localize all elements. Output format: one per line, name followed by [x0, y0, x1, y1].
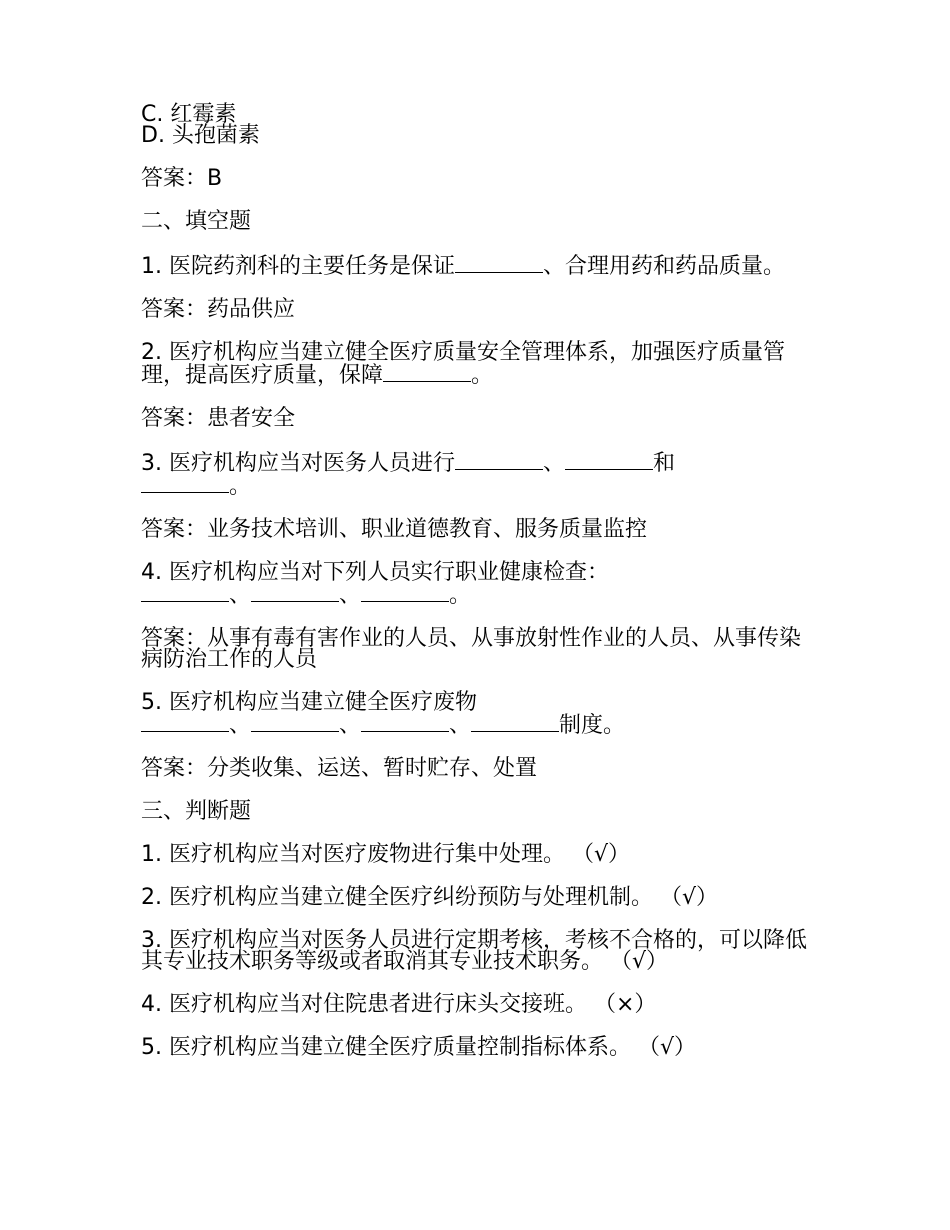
- answer-blank: [455, 451, 543, 470]
- answer-blank: [455, 254, 543, 273]
- judge-item-1: 1. 医疗机构应当对医疗废物进行集中处理。 （√）: [141, 842, 630, 867]
- q5-sep: 、: [229, 713, 252, 738]
- document-page: [141, 104, 821, 1080]
- q1-text-pre: 1. 医院药剂科的主要任务是保证: [141, 254, 455, 279]
- q2-text-pre: 2. 医疗机构应当建立健全医疗质量安全管理体系，加强医疗质量管理，提高医疗质量，保障: [141, 340, 785, 388]
- mc-answer: 答案：B: [141, 166, 223, 191]
- answer-blank: [565, 451, 653, 470]
- q3-text-post: 。: [229, 474, 252, 499]
- q5-text-post: 制度。: [559, 713, 626, 738]
- answer-blank: [141, 713, 229, 732]
- section2-heading: 二、填空题: [141, 209, 252, 234]
- answer-blank: [471, 713, 559, 732]
- answer-blank: [383, 363, 471, 382]
- q5-answer: 答案：分类收集、运送、暂时贮存、处置: [141, 756, 538, 781]
- judge-item-2: 2. 医疗机构应当建立健全医疗纠纷预防与处理机制。 （√）: [141, 885, 718, 910]
- option-d: D. 头孢菌素: [141, 123, 260, 148]
- q3-sep-2: 和: [653, 451, 676, 476]
- answer-blank: [251, 583, 339, 602]
- judge-item-4: 4. 医疗机构应当对住院患者进行床头交接班。 （×）: [141, 992, 657, 1017]
- judge-item-5: 5. 医疗机构应当建立健全医疗质量控制指标体系。 （√）: [141, 1035, 696, 1060]
- fill-question-1: [141, 254, 821, 277]
- q2-answer: 答案：患者安全: [141, 406, 296, 431]
- q4-sep: 、: [339, 583, 362, 608]
- q3-sep-1: 、: [542, 451, 565, 476]
- q4-sep: 、: [229, 583, 252, 608]
- fill-question-5: [141, 692, 821, 736]
- q3-text-pre: 3. 医疗机构应当对医务人员进行: [141, 451, 455, 476]
- answer-blank: [141, 583, 229, 602]
- answer-blank: [141, 474, 229, 493]
- judge-item-3: 3. 医疗机构应当对医务人员进行定期考核，考核不合格的，可以降低其专业技术职务等级或者取消其专业技术职务。 （√）: [141, 928, 807, 974]
- fill-question-2: [141, 342, 821, 386]
- fill-question-4: [141, 562, 821, 606]
- q5-sep: 、: [449, 713, 472, 738]
- q1-text-post: 、合理用药和药品质量。: [542, 254, 785, 279]
- q3-answer: 答案：业务技术培训、职业道德教育、服务质量监控: [141, 517, 648, 542]
- q5-text-pre: 5. 医疗机构应当建立健全医疗废物: [141, 690, 477, 715]
- q2-text-post: 。: [471, 363, 494, 388]
- section3-heading: 三、判断题: [141, 799, 252, 824]
- q1-answer: 答案：药品供应: [141, 297, 296, 322]
- fill-question-3: [141, 451, 821, 497]
- option-c: C. 红霉素: [141, 102, 237, 127]
- q4-text-pre: 4. 医疗机构应当对下列人员实行职业健康检查：: [141, 560, 609, 585]
- q4-answer: 答案：从事有毒有害作业的人员、从事放射性作业的人员、从事传染病防治工作的人员: [141, 626, 802, 672]
- answer-blank: [361, 583, 449, 602]
- answer-blank: [361, 713, 449, 732]
- q4-text-post: 。: [449, 583, 472, 608]
- answer-blank: [251, 713, 339, 732]
- q5-sep: 、: [339, 713, 362, 738]
